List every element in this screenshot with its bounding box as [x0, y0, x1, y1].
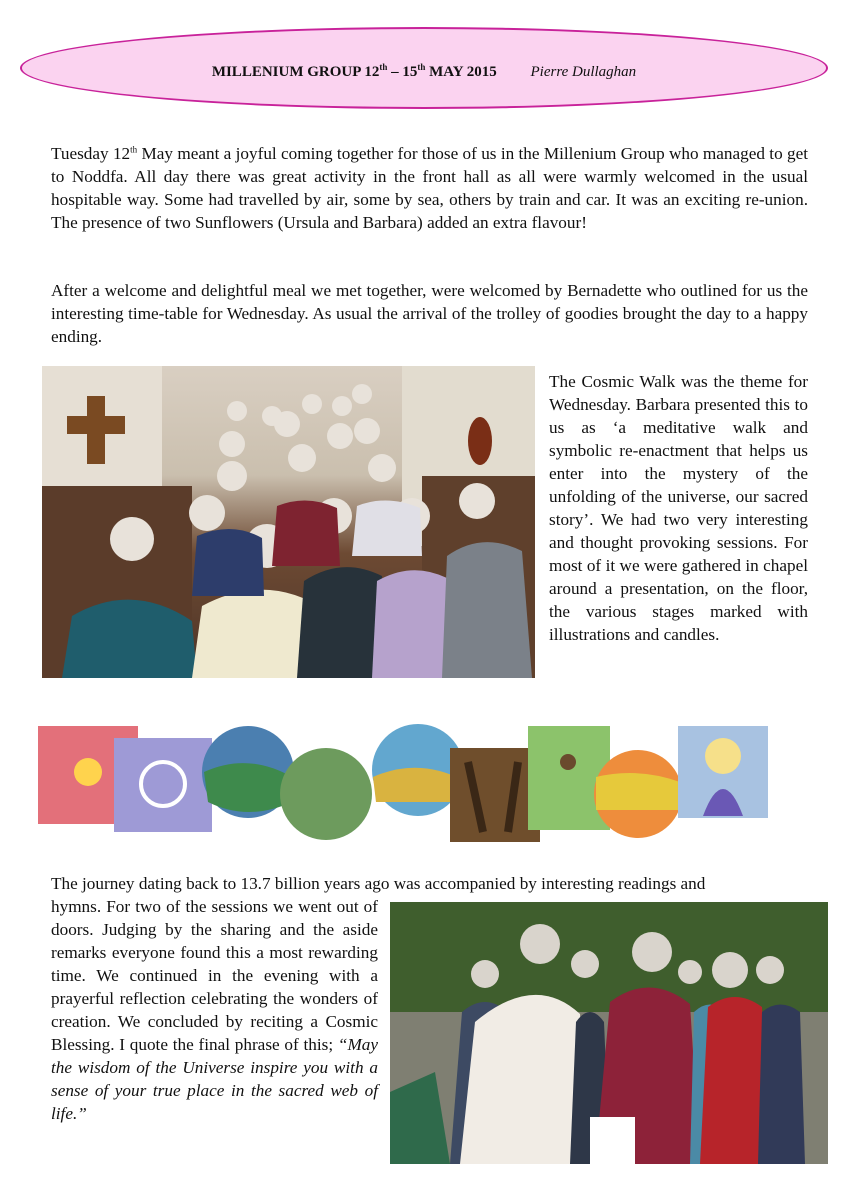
blessing-quote: “May the wisdom of the Universe inspire you with a sense of your true place in the sacred web of life.”: [51, 1035, 378, 1123]
paragraph-meal: After a welcome and delightful meal we met together, were welcomed by Bernadette who outlined for us the interesting time-table for Wednesday. As usual the arrival of the trolley of goodies brought the day to a happy ending.: [51, 281, 808, 346]
paragraph-arrival: Tuesday 12th May meant a joyful coming together for those of us in the Millenium Group who managed to get to Noddfa. All day there was great activity in the front hall as all were warmly welcomed in the usual hospitable way. Some had travelled by air, some by sea, others by train and car. It was an exciting re-union. The presence of two Sunflowers (Ursula and Barbara) added an extra flavour!: [51, 144, 809, 232]
journey-text: hymns. For two of the sessions we went out of doors. Judging by the sharing and the aside remarks everyone found this a most rewarding time. We continued in the evening with a prayerful reflection celebrating the wonders of creation. We concluded by reciting a Cosmic Blessing. I quote the final phrase of this; “May the wisdom of the Universe inspire you with a sense of your true place in the sacred web of life.”: [51, 897, 378, 1123]
outdoor-photo: [390, 902, 828, 1164]
header: [0, 64, 848, 81]
group-photo: [42, 366, 535, 678]
paragraph-journey: The journey dating back to 13.7 billion years ago was accompanied by interesting readings and: [51, 874, 706, 893]
author-name: Pierre Dullaghan: [530, 64, 637, 80]
cosmic-walk-text: The Cosmic Walk was the theme for Wednesday. Barbara presented this to us as ‘a meditative walk and symbolic re-enactment that helps us enter into the mystery of the unfolding of the universe, our sacred story’. We had two very interesting and thought provoking sessions. For most of it we were gathered in chapel around a presentation, on the floor, the various stages marked with illustrations and candles.: [549, 372, 808, 644]
page-title: MILLENIUM GROUP 12th – 15th MAY 2015: [211, 62, 497, 80]
cosmic-walk-illustrations: [38, 722, 808, 842]
